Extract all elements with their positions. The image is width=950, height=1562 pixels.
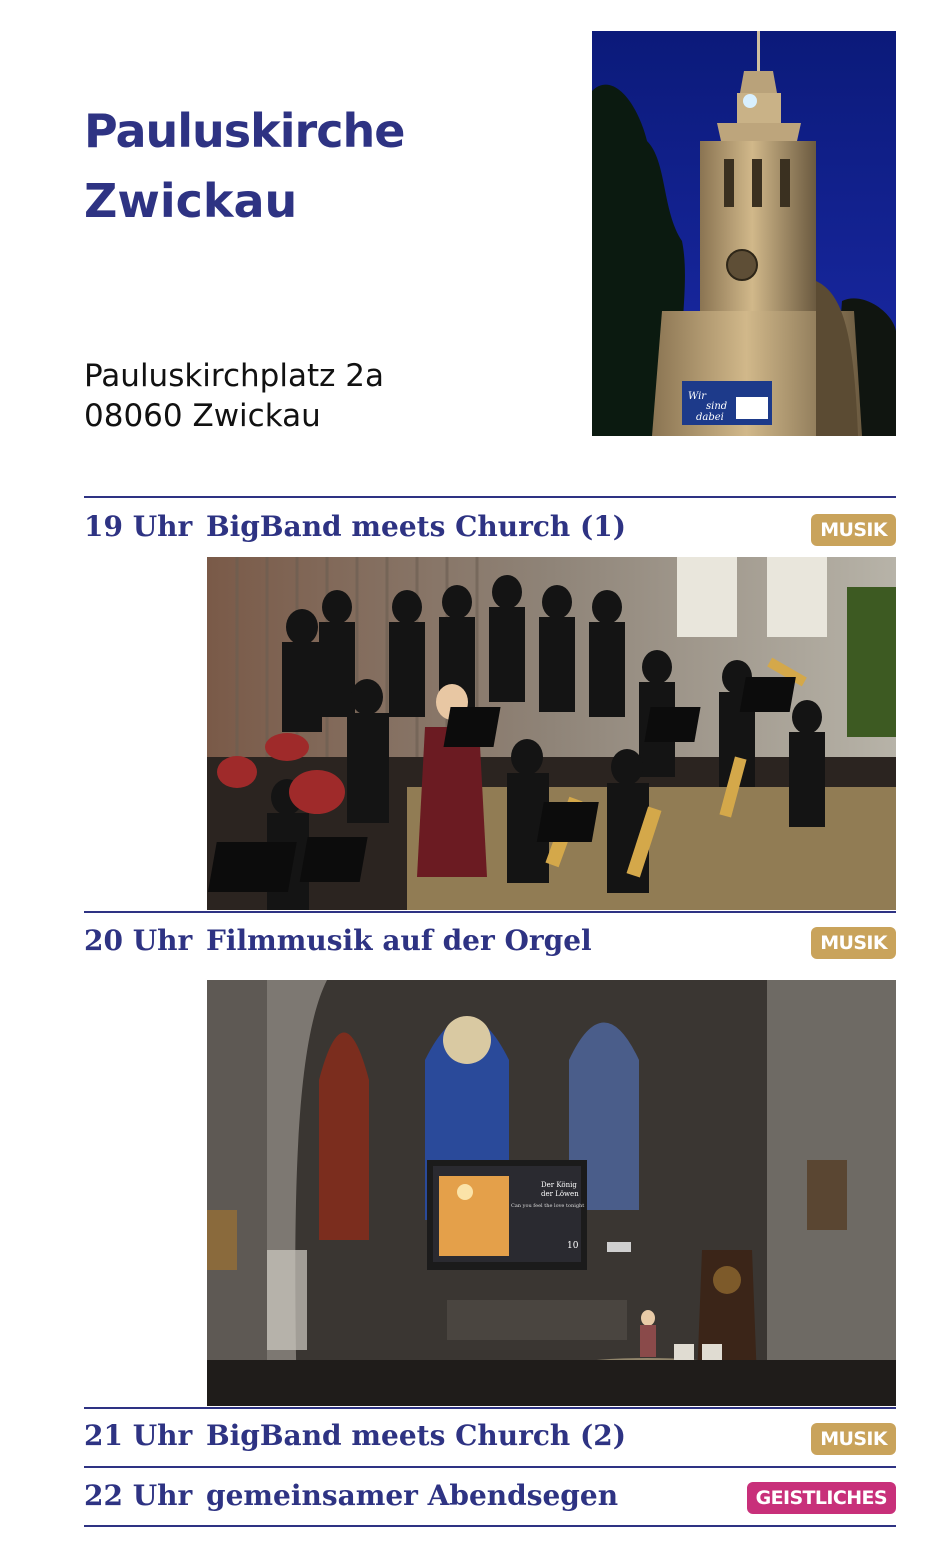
event-title: BigBand meets Church (1) — [206, 510, 626, 543]
category-badge-musik: MUSIK — [811, 514, 896, 546]
category-badge-geistliches: GEISTLICHES — [747, 1482, 896, 1514]
page-subtitle: Zwickau — [84, 174, 298, 228]
slide-title-2: der Löwen — [541, 1190, 579, 1198]
event-time: 20 Uhr — [84, 924, 193, 957]
banner-text-1: Wir — [688, 391, 707, 402]
divider — [84, 1407, 896, 1409]
address — [84, 356, 384, 436]
banner-text-3: dabei — [696, 412, 724, 423]
divider — [84, 1525, 896, 1527]
divider — [84, 911, 896, 913]
slide-title-1: Der König — [541, 1181, 577, 1189]
big-band-photo — [207, 557, 896, 910]
event-time: 22 Uhr — [84, 1479, 193, 1512]
slide-subtitle: Can you feel the love tonight — [511, 1203, 585, 1209]
category-badge-musik: MUSIK — [811, 1423, 896, 1455]
event-time: 21 Uhr — [84, 1419, 193, 1452]
event-title: Filmmusik auf der Orgel — [206, 924, 592, 957]
event-time: 19 Uhr — [84, 510, 193, 543]
address-street: Pauluskirchplatz 2a — [84, 358, 384, 394]
divider — [84, 496, 896, 498]
church-tower-photo — [592, 31, 896, 436]
address-city: 08060 Zwickau — [84, 398, 321, 434]
church-interior-photo — [207, 980, 896, 1406]
banner-text-2: sind — [706, 401, 728, 412]
category-badge-musik: MUSIK — [811, 927, 896, 959]
event-title: gemeinsamer Abendsegen — [206, 1479, 619, 1512]
event-title: BigBand meets Church (2) — [206, 1419, 626, 1452]
page-title: Pauluskirche — [84, 104, 405, 158]
slide-number: 10 — [567, 1241, 579, 1251]
divider — [84, 1466, 896, 1468]
